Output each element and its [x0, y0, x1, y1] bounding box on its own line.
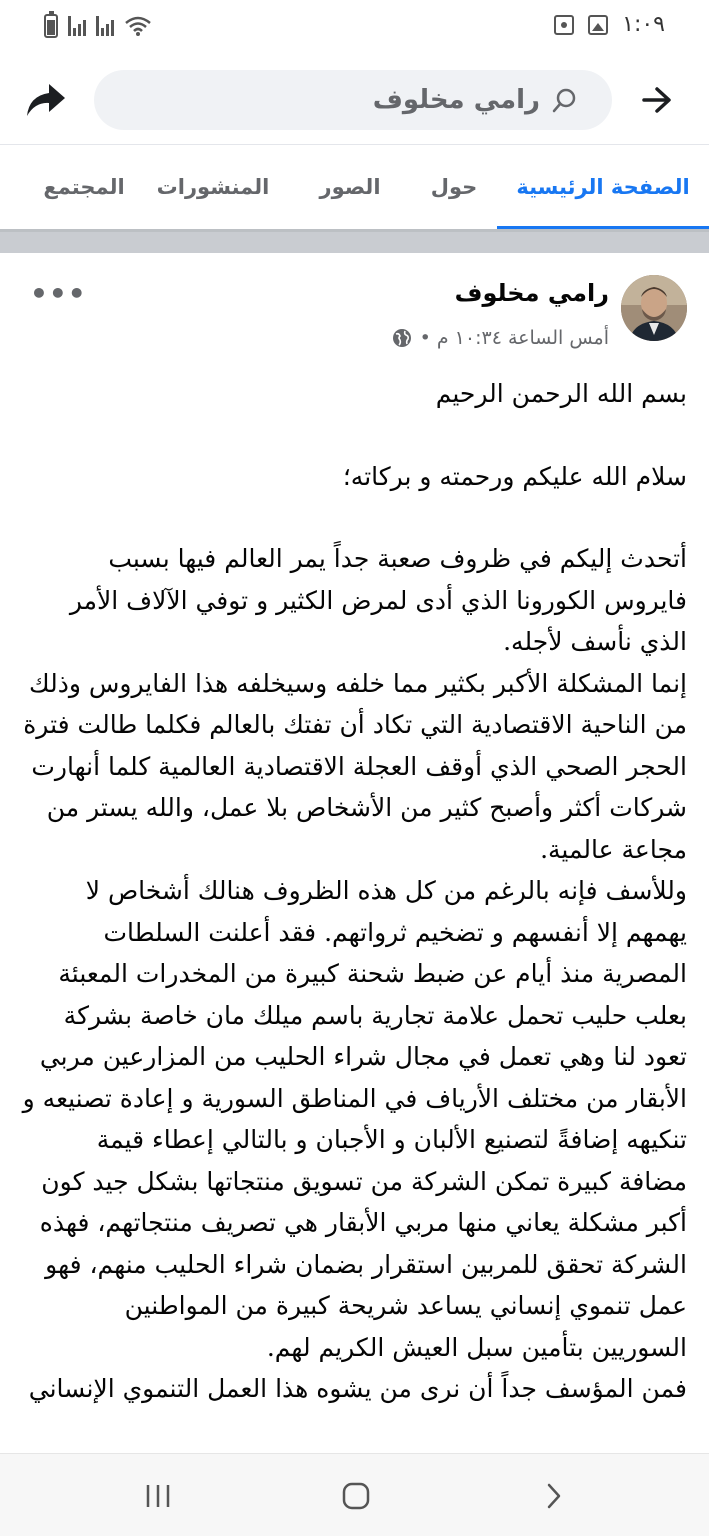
- post-author[interactable]: رامي مخلوف: [454, 279, 609, 307]
- status-right: [554, 12, 665, 37]
- screen-record-icon: [554, 15, 574, 35]
- system-navigation-bar: [0, 1453, 709, 1536]
- search-input[interactable]: [94, 70, 612, 130]
- share-icon: [25, 82, 67, 118]
- home-button[interactable]: [332, 1472, 380, 1520]
- home-icon: [341, 1481, 371, 1511]
- post-paragraph: فمن المؤسف جداً أن نرى من يشوه هذا العمل التنموي الإنساني: [28, 1374, 687, 1403]
- arrow-right-icon: [642, 87, 672, 113]
- wifi-icon: [124, 15, 152, 37]
- section-divider: [0, 229, 709, 253]
- signal-icon: [68, 16, 86, 36]
- signal-icon: [96, 16, 114, 36]
- gallery-icon: [588, 15, 608, 35]
- tab-about[interactable]: حول: [430, 175, 478, 199]
- search-header: [0, 56, 709, 144]
- battery-icon: [44, 14, 58, 38]
- tab-photos[interactable]: الصور: [319, 175, 381, 199]
- status-bar: [0, 0, 709, 56]
- status-left-icons: [44, 14, 152, 38]
- back-button[interactable]: [635, 78, 679, 122]
- post-paragraph: سلام الله عليكم ورحمته و بركاته؛: [342, 461, 687, 491]
- tab-home[interactable]: الصفحة الرئيسية: [497, 145, 709, 229]
- status-time: ١:٠٩: [622, 12, 665, 37]
- post-paragraph: أتحدث إليكم في ظروف صعبة جداً يمر العالم فيها بسبب فايروس الكورونا الذي أدى لمرض الكثير و توفي الآلاف الأمر الذي نأسف لأجله.: [69, 544, 687, 656]
- post-paragraph: وللأسف فإنه بالرغم من كل هذه الظروف هنالك أشخاص لا يهمهم إلا أنفسهم و تضخيم ثرواتهم. فقد أعلنت السلطات المصرية منذ أيام عن ضبط شحنة كبيرة من المخدرات المعبئة بعلب حليب تحمل علامة تجارية باسم ميلك مان خاصة بشركة تعود لنا وهي تعمل في مجال شراء الحليب من المزارعين مربي الأبقار من مختلف الأرياف في المناطق السورية و إعادة تصنيعه و تنكيهه إضافةً لتصنيع الألبان و الأجبان و بالتالي إعطاء قيمة مضافة كبيرة تمكن الشركة من تسويق منتجاتها بشكل جيد كون أكبر مشكلة يعاني منها مربي الأبقار هي تصريف منتجاتهم، فهذه الشركة تحقق للمربين استقرار بضمان شراء الحليب منهم، فهو عمل تنموي إنساني يساعد شريحة كبيرة من المواطنين السوريين بتأمين سبل العيش الكريم لهم.: [22, 876, 687, 1362]
- back-nav-button[interactable]: [530, 1472, 578, 1520]
- recents-icon: [144, 1483, 172, 1509]
- post-paragraph: بسم الله الرحمن الرحيم: [435, 379, 687, 408]
- tab-community[interactable]: المجتمع: [43, 175, 125, 199]
- search-query: رامي مخلوف: [372, 85, 540, 115]
- post-timestamp[interactable]: أمس الساعة ١٠:٣٤ م •: [419, 327, 609, 349]
- search-icon: [552, 87, 578, 113]
- recents-button[interactable]: [134, 1472, 182, 1520]
- tab-posts[interactable]: المنشورات: [156, 175, 270, 199]
- post-card: [0, 253, 709, 1453]
- profile-photo-icon: [621, 275, 687, 341]
- share-button[interactable]: [24, 78, 68, 122]
- globe-icon: [392, 328, 412, 348]
- page-tabs: [0, 144, 709, 228]
- post-paragraph: إنما المشكلة الأكبر بكثير مما خلفه وسيخلفه هذا الفايروس وذلك من الناحية الاقتصادية التي تكاد أن تفتك بالعالم فكلما طالت فترة الحجر الصحي الذي أوقف العجلة الاقتصادية العالمية كلما أنهارت شركات أكثر وأصبح كثير من الأشخاص بلا عمل، والله يستر من مجاعة عالمية.: [23, 668, 687, 864]
- back-icon: [544, 1482, 564, 1510]
- avatar[interactable]: [621, 275, 687, 341]
- post-meta: [392, 327, 609, 349]
- post-body: [22, 373, 687, 1410]
- more-options-button[interactable]: •••: [30, 277, 87, 310]
